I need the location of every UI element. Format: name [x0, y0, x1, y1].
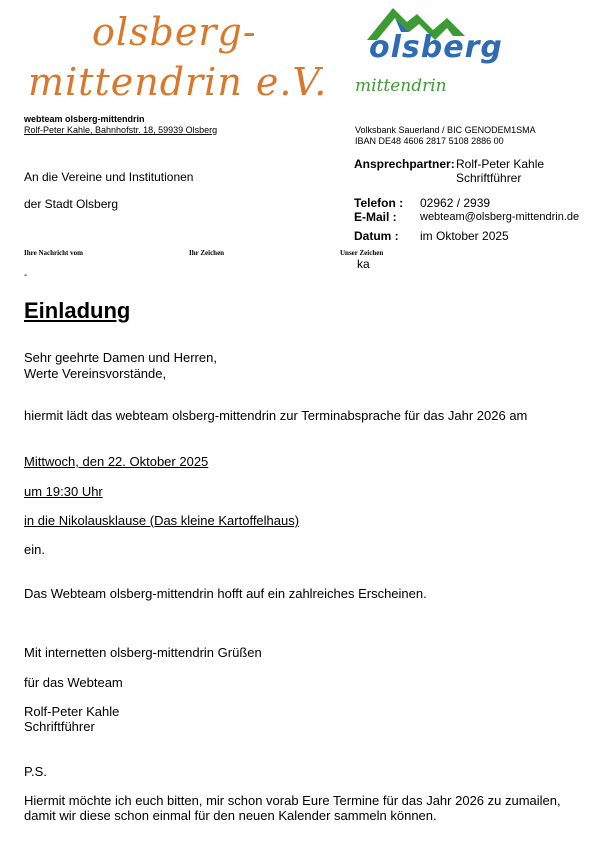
salutation-2: Werte Vereinsvorstände,: [24, 366, 167, 381]
logo-line-2: mittendrin e.V.: [28, 60, 328, 104]
contact-person-label: Ansprechpartner:: [354, 157, 455, 171]
email-value: webteam@olsberg-mittendrin.de: [420, 211, 580, 223]
ps-label: P.S.: [24, 764, 47, 779]
brand-sub: mittendrin: [355, 76, 447, 96]
recipient-line-1: An die Vereine und Institutionen: [24, 170, 194, 184]
date-label: Datum :: [354, 229, 399, 243]
event-time: um 19:30 Uhr: [24, 484, 103, 499]
date-value: im Oktober 2025: [420, 229, 509, 243]
ein-text: ein.: [24, 542, 45, 557]
ps-line-2: damit wir diese schon einmal für den neuen Kalender sammeln können.: [24, 808, 437, 823]
event-date: Mittwoch, den 22. Oktober 2025: [24, 454, 209, 469]
bank-line-1: Volksbank Sauerland / BIC GENODEM1SMA: [355, 125, 536, 135]
recipient-line-2: der Stadt Olsberg: [24, 197, 119, 211]
ref-our-sign-value: ka: [357, 257, 370, 271]
signature-name: Rolf-Peter Kahle: [24, 704, 120, 719]
bank-line-2: IBAN DE48 4606 2817 5108 2886 00: [355, 136, 504, 146]
letter-title: Einladung: [24, 298, 131, 323]
ps-line-1: Hiermit möchte ich euch bitten, mir schon vorab Eure Termine für das Jahr 2026 zu zumailen,: [24, 793, 561, 808]
sender-org: webteam olsberg-mittendrin: [24, 114, 145, 124]
greeting-text: Mit internetten olsberg-mittendrin Grüßen: [24, 645, 262, 660]
hope-text: Das Webteam olsberg-mittendrin hofft auf ein zahlreiches Erscheinen.: [24, 586, 427, 601]
contact-person-role: Schriftführer: [456, 171, 522, 185]
intro-text: hiermit lädt das webteam olsberg-mittendrin zur Terminabsprache für das Jahr 2026 am: [24, 408, 528, 423]
phone-label: Telefon :: [354, 196, 404, 210]
brand-logo: [355, 0, 503, 100]
logo-line-1: olsberg-: [92, 10, 257, 54]
phone-value: 02962 / 2939: [420, 196, 491, 210]
ref-dash: -: [24, 270, 28, 281]
ref-our-sign: Unser Zeichen: [340, 249, 384, 257]
brand-word: olsberg: [369, 30, 503, 65]
contact-person-name: Rolf-Peter Kahle: [456, 157, 545, 171]
signature-role: Schriftführer: [24, 719, 95, 734]
sender-address: Rolf-Peter Kahle, Bahnhofstr. 18, 59939 Olsberg: [24, 125, 218, 135]
for-team-text: für das Webteam: [24, 675, 123, 690]
ref-your-sign: Ihr Zeichen: [189, 249, 225, 257]
event-place: in die Nikolausklause (Das kleine Kartoffelhaus): [24, 513, 300, 528]
salutation-1: Sehr geehrte Damen und Herren,: [24, 350, 217, 365]
email-label: E-Mail :: [354, 210, 397, 224]
ref-your-message: Ihre Nachricht vom: [24, 249, 83, 257]
